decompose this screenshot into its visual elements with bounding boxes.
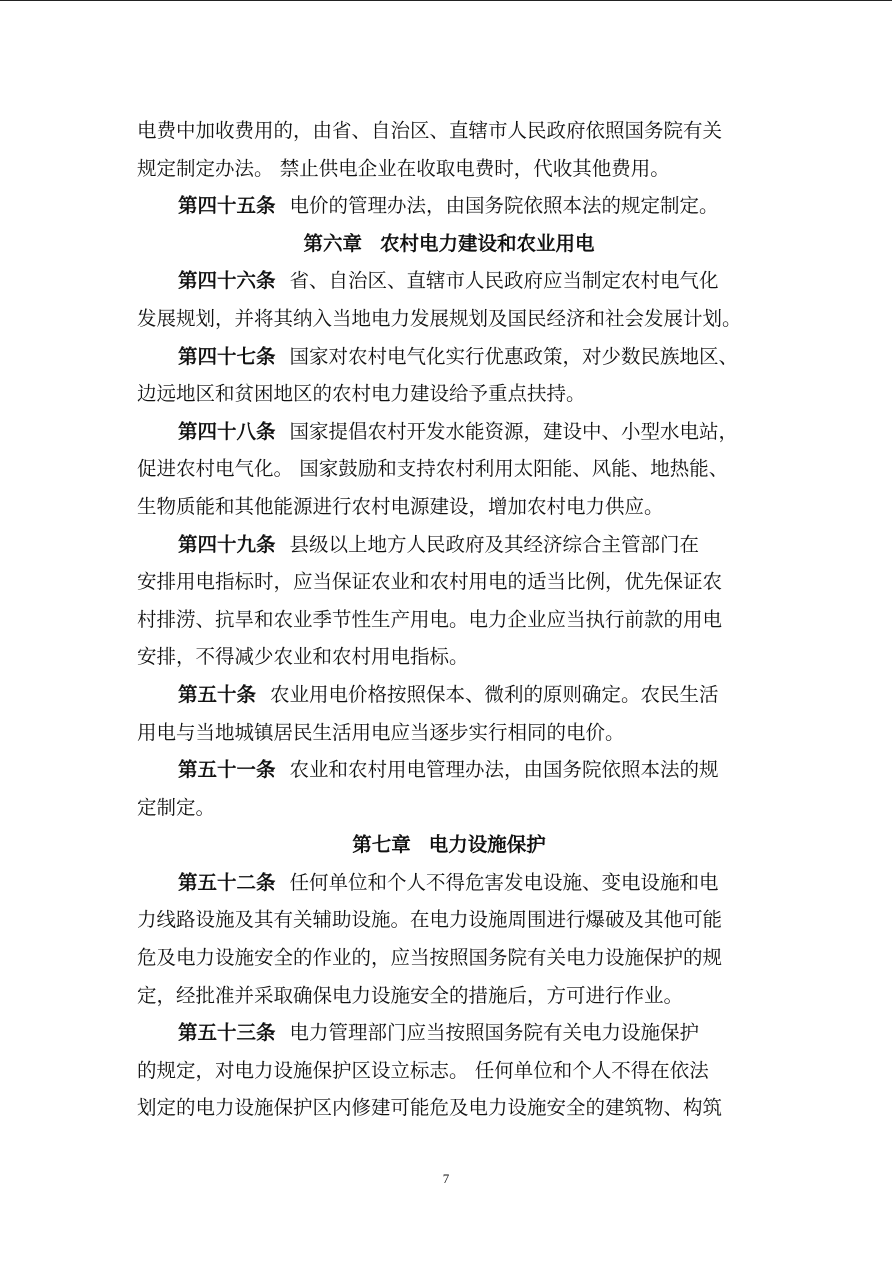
page-number: 7 xyxy=(442,1171,450,1186)
article-text: 电力管理部门应当按照国务院有关电力设施保护 xyxy=(289,1021,700,1045)
article-label: 第五十一条 xyxy=(178,758,276,782)
article-label: 第五十三条 xyxy=(178,1021,276,1045)
article-label: 第四十八条 xyxy=(178,419,276,443)
article-label: 第四十七条 xyxy=(178,344,276,368)
article-51 xyxy=(137,751,761,789)
chapter-number: 第六章 xyxy=(303,231,362,255)
text-line: 定，经批准并采取确保电力设施安全的措施后，方可进行作业。 xyxy=(137,983,684,1007)
article-45 xyxy=(137,187,761,225)
text-line: 定制定。 xyxy=(137,795,216,819)
chapter-7-heading xyxy=(137,826,761,864)
article-52 xyxy=(137,864,761,902)
text-line: 村排涝、抗旱和农业季节性生产用电。电力企业应当执行前款的用电 xyxy=(137,607,723,631)
text-line: 规定制定办法。 禁止供电企业在收取电费时，代收其他费用。 xyxy=(137,156,670,180)
text-line: 安排，不得减少农业和农村用电指标。 xyxy=(137,645,469,669)
text-line: 力线路设施及其有关辅助设施。在电力设施周围进行爆破及其他可能 xyxy=(137,908,723,932)
article-text: 农业用电价格按照保本、微利的原则确定。农民生活 xyxy=(270,682,719,706)
article-label: 第五十条 xyxy=(178,682,257,706)
text-line: 电费中加收费用的，由省、自治区、直辖市人民政府依照国务院有关 xyxy=(137,119,723,142)
article-text: 省、自治区、直辖市人民政府应当制定农村电气化 xyxy=(289,269,719,293)
chapter-6-heading xyxy=(137,225,761,263)
chapter-title: 电力设施保护 xyxy=(428,833,546,857)
text-line: 用电与当地城镇居民生活用电应当逐步实行相同的电价。 xyxy=(137,720,625,744)
chapter-title: 农村电力建设和农业用电 xyxy=(380,231,595,255)
article-49 xyxy=(137,526,761,564)
text-line: 促进农村电气化。 国家鼓励和支持农村利用太阳能、风能、地热能、 xyxy=(137,457,729,481)
article-text: 农业和农村用电管理办法，由国务院依照本法的规 xyxy=(289,758,719,782)
top-border-line xyxy=(0,0,892,1)
article-text: 国家对农村电气化实行优惠政策，对少数民族地区、 xyxy=(289,344,739,368)
article-text: 任何单位和个人不得危害发电设施、变电设施和电 xyxy=(289,870,719,894)
article-47 xyxy=(137,338,761,376)
chapter-number: 第七章 xyxy=(352,833,411,857)
text-line: 发展规划，并将其纳入当地电力发展规划及国民经济和社会发展计划。 xyxy=(137,306,742,330)
article-text: 国家提倡农村开发水能资源，建设中、小型水电站， xyxy=(289,419,739,443)
article-48 xyxy=(137,413,761,451)
article-50 xyxy=(137,676,761,714)
text-line: 的规定，对电力设施保护区设立标志。 任何单位和个人不得在依法 xyxy=(137,1058,709,1082)
article-label: 第五十二条 xyxy=(178,870,276,894)
article-46 xyxy=(137,262,761,300)
text-line: 边远地区和贫困地区的农村电力建设给予重点扶持。 xyxy=(137,382,586,406)
article-53 xyxy=(137,1014,761,1052)
article-text: 县级以上地方人民政府及其经济综合主管部门在 xyxy=(289,532,700,556)
text-line: 危及电力设施安全的作业的，应当按照国务院有关电力设施保护的规 xyxy=(137,946,723,970)
article-label: 第四十五条 xyxy=(178,194,276,218)
article-text: 电价的管理办法，由国务院依照本法的规定制定。 xyxy=(289,194,719,218)
text-line: 划定的电力设施保护区内修建可能危及电力设施安全的建筑物、构筑 xyxy=(137,1096,723,1120)
document-body xyxy=(137,112,761,1127)
article-label: 第四十九条 xyxy=(178,532,276,556)
article-label: 第四十六条 xyxy=(178,269,276,293)
text-line: 生物质能和其他能源进行农村电源建设，增加农村电力供应。 xyxy=(137,494,664,518)
text-line: 安排用电指标时，应当保证农业和农村用电的适当比例，优先保证农 xyxy=(137,570,723,594)
